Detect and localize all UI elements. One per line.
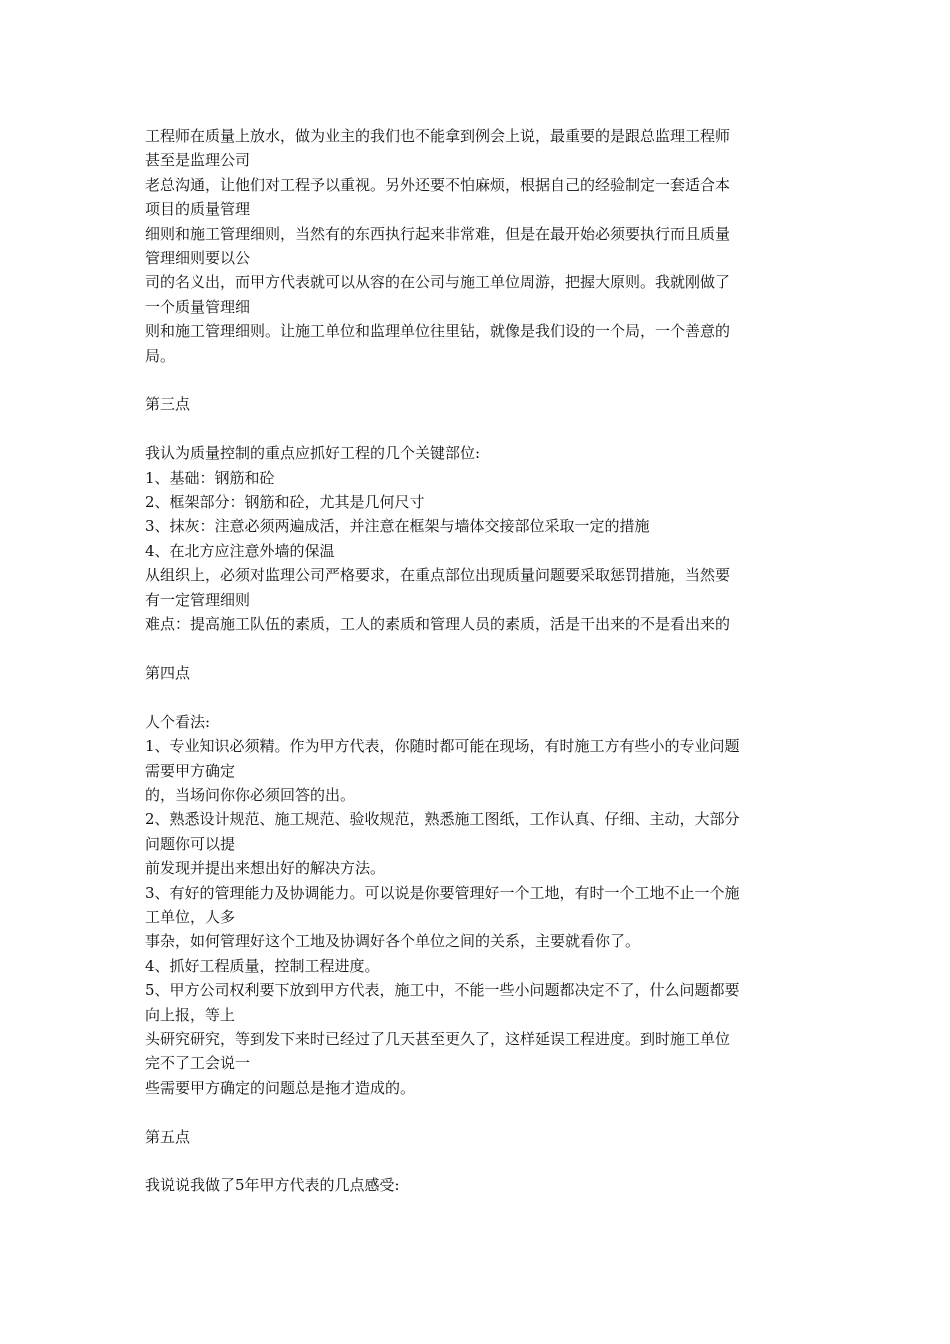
list-item: 4、抓好工程质量，控制工程进度。	[145, 956, 380, 975]
text-line: 事杂，如何管理好这个工地及协调好各个单位之间的关系，主要就看你了。	[145, 932, 641, 951]
text-line: 需要甲方确定	[145, 761, 236, 780]
section-heading-3: 第三点	[145, 395, 191, 414]
spacer	[145, 637, 809, 661]
text-line: 有一定管理细则	[145, 590, 251, 609]
paragraph-quality-management	[145, 124, 809, 368]
text-line: 从组织上，必须对监理公司严格要求，在重点部位出现质量问题要采取惩罚措施，当然要	[145, 566, 731, 585]
list-item: 2、框架部分：钢筋和砼，尤其是几何尺寸	[145, 493, 425, 512]
list-item: 3、抹灰：注意必须两遍成活，并注意在框架与墙体交接部位采取一定的措施	[145, 517, 650, 536]
section-4-body	[145, 710, 809, 1101]
list-item: 2、熟悉设计规范、施工规范、验收规范，熟悉施工图纸，工作认真、仔细、主动，大部分	[145, 810, 740, 829]
text-line: 老总沟通，让他们对工程予以重视。另外还要不怕麻烦，根据自己的经验制定一套适合本	[145, 175, 731, 194]
text-line: 的，当场问你你必须回答的出。	[145, 785, 356, 804]
list-item: 3、有好的管理能力及协调能力。可以说是你要管理好一个工地，有时一个工地不止一个施	[145, 883, 740, 902]
text-line: 头研究研究，等到发下来时已经过了几天甚至更久了，这样延误工程进度。到时施工单位	[145, 1029, 731, 1048]
text-line: 问题你可以提	[145, 834, 236, 853]
document-page	[145, 124, 809, 1198]
list-item: 4、在北方应注意外墙的保温	[145, 541, 335, 560]
list-item: 5、甲方公司权利要下放到甲方代表，施工中，不能一些小问题都决定不了，什么问题都要	[145, 981, 740, 1000]
text-line: 甚至是监理公司	[145, 151, 251, 170]
section-5-body	[145, 1173, 809, 1197]
text-line: 工程师在质量上放水，做为业主的我们也不能拿到例会上说，最重要的是跟总监理工程师	[145, 127, 731, 145]
text-line: 局。	[145, 346, 176, 365]
spacer	[145, 1149, 809, 1173]
text-line: 则和施工管理细则。让施工单位和监理单位往里钻，就像是我们设的一个局，一个善意的	[145, 322, 731, 341]
text-line: 向上报，等上	[145, 1005, 236, 1024]
spacer	[145, 1100, 809, 1124]
text-line: 司的名义出，而甲方代表就可以从容的在公司与施工单位周游，把握大原则。我就刚做了	[145, 273, 731, 292]
text-line: 我说说我做了5年甲方代表的几点感受:	[145, 1176, 400, 1195]
text-line: 项目的质量管理	[145, 200, 251, 219]
text-line: 难点：提高施工队伍的素质，工人的素质和管理人员的素质，活是干出来的不是看出来的	[145, 615, 731, 634]
section-heading-4: 第四点	[145, 663, 191, 682]
text-line: 我认为质量控制的重点应抓好工程的几个关键部位:	[145, 444, 481, 463]
section-3-body	[145, 441, 809, 636]
text-line: 完不了工会说一	[145, 1054, 251, 1073]
list-item: 1、基础：钢筋和砼	[145, 468, 275, 487]
text-line: 一个质量管理细	[145, 297, 251, 316]
section-heading-5: 第五点	[145, 1127, 191, 1146]
text-line: 管理细则要以公	[145, 249, 251, 268]
list-item: 1、专业知识必须精。作为甲方代表，你随时都可能在现场，有时施工方有些小的专业问题	[145, 737, 740, 756]
spacer	[145, 685, 809, 709]
text-line: 前发现并提出来想出好的解决方法。	[145, 859, 386, 878]
text-line: 细则和施工管理细则，当然有的东西执行起来非常难，但是在最开始必须要执行而且质量	[145, 224, 731, 243]
spacer	[145, 368, 809, 392]
spacer	[145, 417, 809, 441]
text-line: 工单位，人多	[145, 907, 236, 926]
text-line: 人个看法:	[145, 712, 211, 731]
text-line: 些需要甲方确定的问题总是拖才造成的。	[145, 1078, 416, 1097]
